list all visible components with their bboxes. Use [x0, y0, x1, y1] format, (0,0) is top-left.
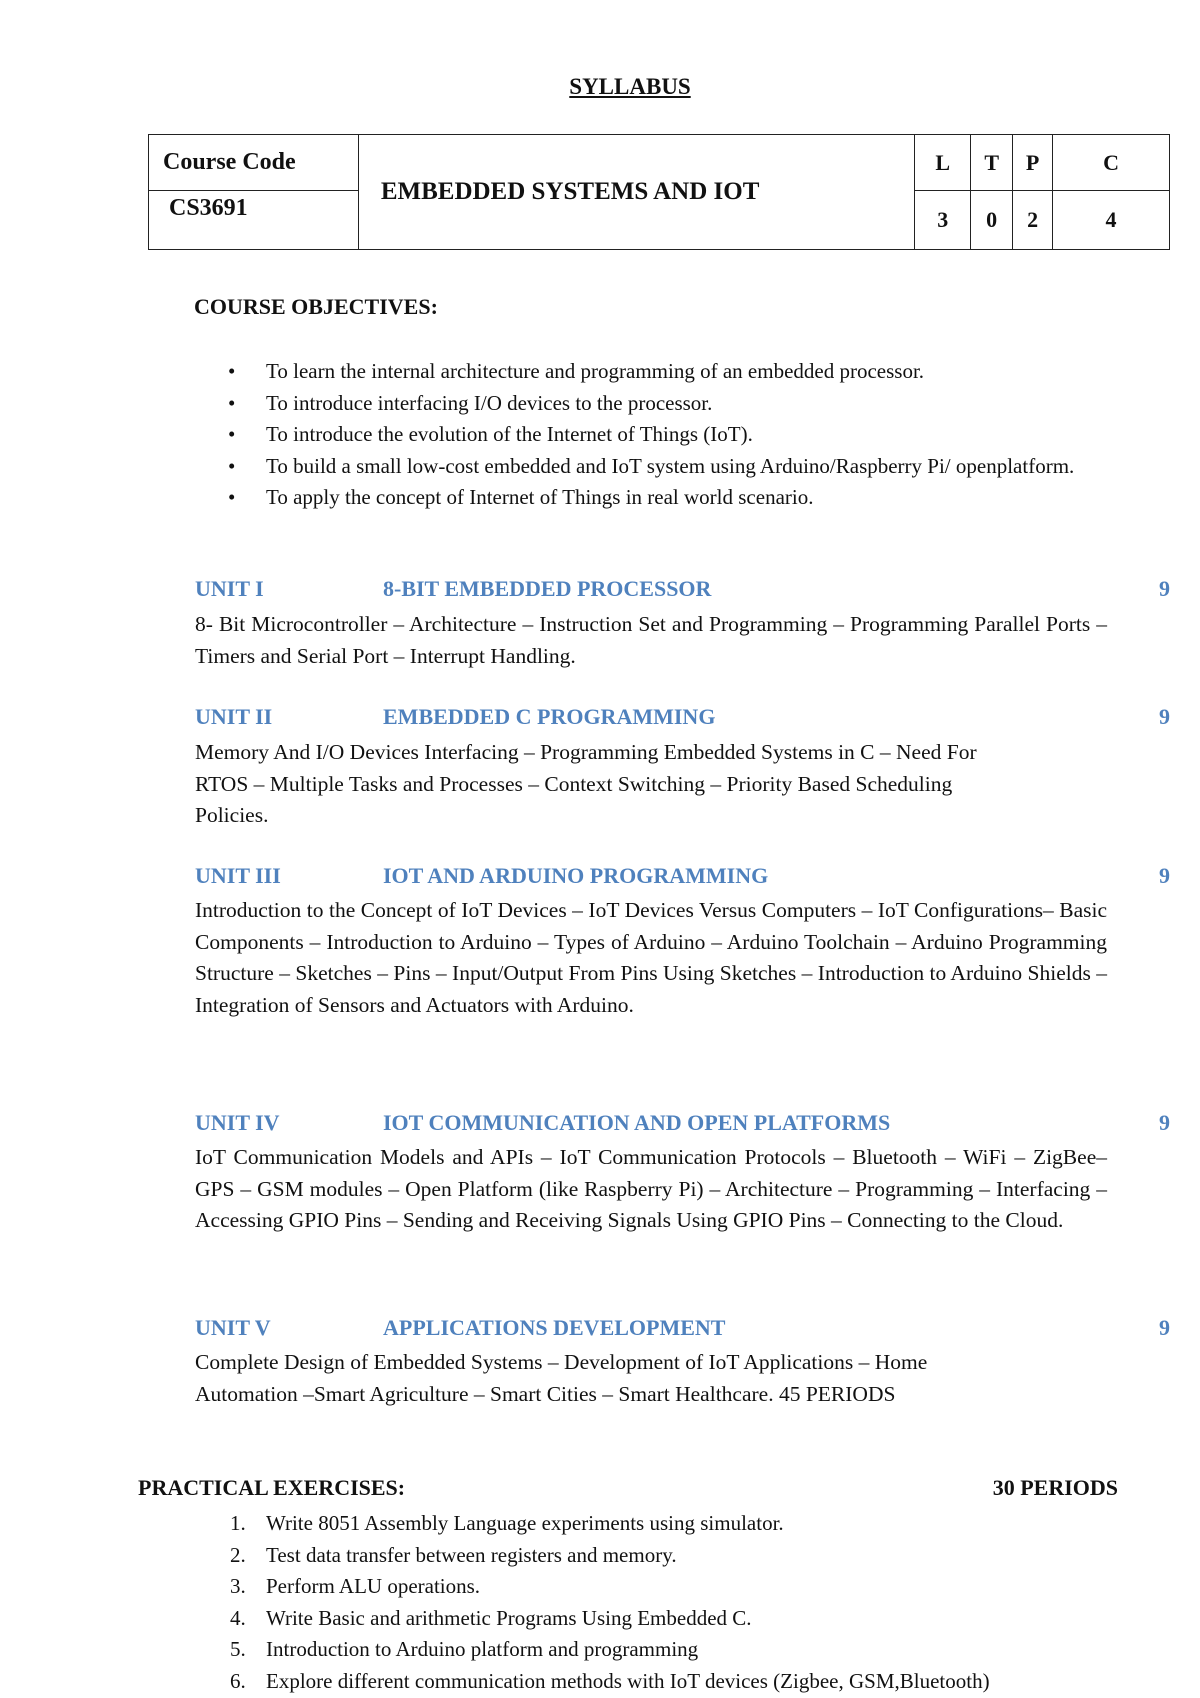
- ltpc-header-t: T: [971, 135, 1013, 191]
- unit-label: UNIT I: [195, 576, 264, 601]
- unit-hours: 9: [1159, 863, 1170, 888]
- unit-5-header: [195, 1315, 1170, 1347]
- unit-hours: 9: [1159, 1110, 1170, 1135]
- objectives-heading: COURSE OBJECTIVES:: [194, 294, 438, 319]
- unit-label: UNIT III: [195, 863, 281, 888]
- unit-label: UNIT IV: [195, 1110, 280, 1135]
- ltpc-header-c: C: [1053, 135, 1170, 191]
- unit-hours: 9: [1159, 1315, 1170, 1340]
- unit-3-content: Introduction to the Concept of IoT Devices – IoT Devices Versus Computers – IoT Configurations– Basic Components – Introduction to Arduino – Types of Arduino – Arduino Toolchain – Arduino Programming Structure – Sketches – Pins – Input/Output From Pins Using Sketches – Introduction to Arduino Shields – Integration of Sensors and Actuators with Arduino.: [195, 898, 1107, 1017]
- unit-2-header: [195, 704, 1170, 736]
- exercise-item: 5. Introduction to Arduino platform and programming: [230, 1637, 699, 1661]
- unit-hours: 9: [1159, 704, 1170, 729]
- practical-header: [138, 1475, 1118, 1501]
- objective-item: • To apply the concept of Internet of Things in real world scenario.: [226, 482, 1116, 514]
- exercise-item: 1. Write 8051 Assembly Language experiments using simulator.: [230, 1511, 784, 1535]
- ltpc-value-l: 3: [915, 191, 971, 250]
- course-code-label: Course Code: [149, 135, 359, 191]
- practical-exercises-list: [226, 1508, 1126, 1697]
- practical-periods: 30 PERIODS: [992, 1475, 1118, 1500]
- unit-3-header: [195, 863, 1170, 895]
- unit-title: EMBEDDED C PROGRAMMING: [383, 704, 716, 729]
- ltpc-value-c: 4: [1053, 191, 1170, 250]
- unit-label: UNIT II: [195, 704, 273, 729]
- course-code: CS3691: [149, 191, 359, 250]
- unit-4-header: [195, 1110, 1170, 1142]
- unit-5-content: Complete Design of Embedded Systems – Development of IoT Applications – Home Automation –Smart Agriculture – Smart Cities – Smart Healthcare. 45 PERIODS: [195, 1350, 928, 1406]
- unit-hours: 9: [1159, 576, 1170, 601]
- exercise-item: 4. Write Basic and arithmetic Programs Using Embedded C.: [230, 1605, 752, 1630]
- ltpc-header-p: P: [1013, 135, 1053, 191]
- course-name: EMBEDDED SYSTEMS AND IOT: [358, 135, 914, 250]
- objective-item: • To introduce interfacing I/O devices to the processor.: [226, 388, 1116, 420]
- objective-item: • To introduce the evolution of the Internet of Things (IoT).: [226, 419, 1116, 451]
- exercise-item: 2. Test data transfer between registers and memory.: [230, 1542, 677, 1567]
- ltpc-header-l: L: [915, 135, 971, 191]
- exercise-item: 6. Explore different communication methods with IoT devices (Zigbee, GSM,Bluetooth): [230, 1668, 990, 1693]
- unit-title: IOT AND ARDUINO PROGRAMMING: [383, 863, 769, 888]
- unit-title: 8-BIT EMBEDDED PROCESSOR: [383, 576, 712, 601]
- unit-title: IOT COMMUNICATION AND OPEN PLATFORMS: [383, 1110, 891, 1135]
- exercise-item: 3. Perform ALU operations.: [230, 1574, 481, 1598]
- course-header-table: [148, 134, 1170, 250]
- unit-4-content: IoT Communication Models and APIs – IoT Communication Protocols – Bluetooth – WiFi – ZigBee– GPS – GSM modules – Open Platform (like Raspberry Pi) – Architecture – Programming – Interfacing – Accessing GPIO Pins – Sending and Receiving Signals Using GPIO Pins – Connecting to the Cloud.: [195, 1145, 1107, 1232]
- ltpc-value-t: 0: [971, 191, 1013, 250]
- unit-1-header: [195, 576, 1170, 608]
- objective-item: • To learn the internal architecture and programming of an embedded processor.: [226, 356, 1116, 388]
- objective-item: • To build a small low-cost embedded and IoT system using Arduino/Raspberry Pi/ openplatform.: [226, 451, 1116, 483]
- unit-1-content: 8- Bit Microcontroller – Architecture – Instruction Set and Programming – Programming Parallel Ports – Timers and Serial Port – Interrupt Handling.: [195, 612, 1107, 668]
- ltpc-value-p: 2: [1013, 191, 1053, 250]
- objectives-list: [226, 356, 1116, 514]
- unit-2-content: Memory And I/O Devices Interfacing – Programming Embedded Systems in C – Need For RTOS – Multiple Tasks and Processes – Context Switching – Priority Based Scheduling Policies.: [195, 740, 977, 827]
- page-title: SYLLABUS: [569, 74, 691, 99]
- unit-label: UNIT V: [195, 1315, 271, 1340]
- practical-heading: PRACTICAL EXERCISES:: [138, 1475, 406, 1500]
- unit-title: APPLICATIONS DEVELOPMENT: [383, 1315, 726, 1340]
